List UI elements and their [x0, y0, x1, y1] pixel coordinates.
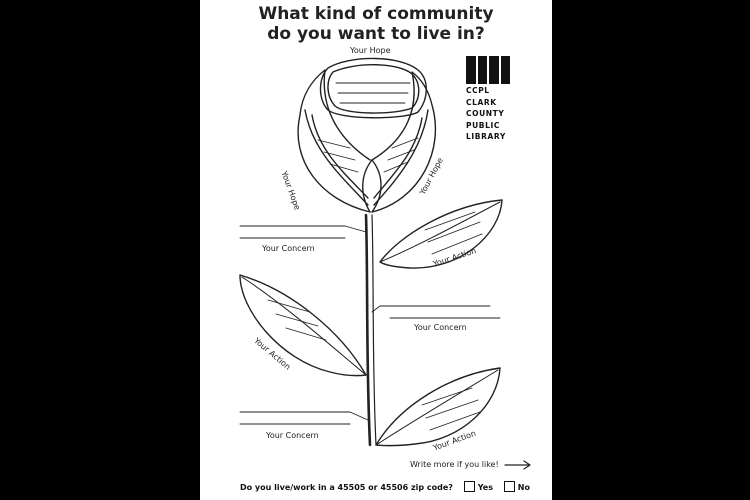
logo-bars: [466, 56, 510, 84]
rose-outer-petal-left: [298, 70, 370, 212]
zip-question: Do you live/work in a 45505 or 45506 zip code?: [240, 483, 453, 492]
logo-letters: CCPL: [466, 86, 490, 95]
logo-line-clark: CLARK: [466, 97, 497, 107]
label-your-action-2: Your Action: [252, 336, 293, 372]
hope-lines-top: [336, 83, 410, 103]
label-your-concern-1: Your Concern: [262, 244, 315, 253]
rose-cup-inner: [328, 65, 419, 113]
logo-line-county: COUNTY: [466, 109, 505, 118]
title-line-2: do you want to live in?: [267, 24, 485, 44]
stem: [366, 215, 370, 445]
logo-line-public: PUBLIC: [466, 120, 500, 130]
label-your-hope-left: Your Hope: [279, 170, 302, 212]
ccpl-logo: [466, 56, 510, 142]
concern-lines-2: [372, 306, 500, 318]
logo-line-library: LIBRARY: [466, 132, 506, 141]
arrow-icon: [505, 461, 530, 469]
label-your-hope-top: Your Hope: [350, 46, 391, 55]
title-line-1: What kind of community: [258, 4, 494, 24]
worksheet-page: [200, 0, 552, 500]
yes-checkbox[interactable]: [464, 481, 475, 492]
label-your-concern-2: Your Concern: [414, 323, 467, 332]
stem-inner: [372, 215, 376, 445]
yes-label: Yes: [477, 483, 493, 492]
no-label: No: [517, 483, 530, 492]
write-more-text: Write more if you like!: [410, 460, 499, 469]
concern-lines-3: [240, 412, 368, 424]
leaf-lower-right-vein: [376, 370, 498, 445]
label-your-hope-right: Your Hope: [418, 156, 445, 197]
leaf-upper-right-vein: [380, 202, 500, 262]
label-your-action-3: Your Action: [432, 428, 478, 453]
label-your-action-1: Your Action: [432, 246, 478, 269]
label-your-concern-3: Your Concern: [266, 431, 319, 440]
concern-lines-1: [240, 226, 366, 238]
no-checkbox[interactable]: [504, 481, 515, 492]
leaf-middle-left: [240, 275, 366, 376]
zip-question-row: [240, 481, 530, 492]
rose-center-fold-2: [372, 160, 381, 212]
